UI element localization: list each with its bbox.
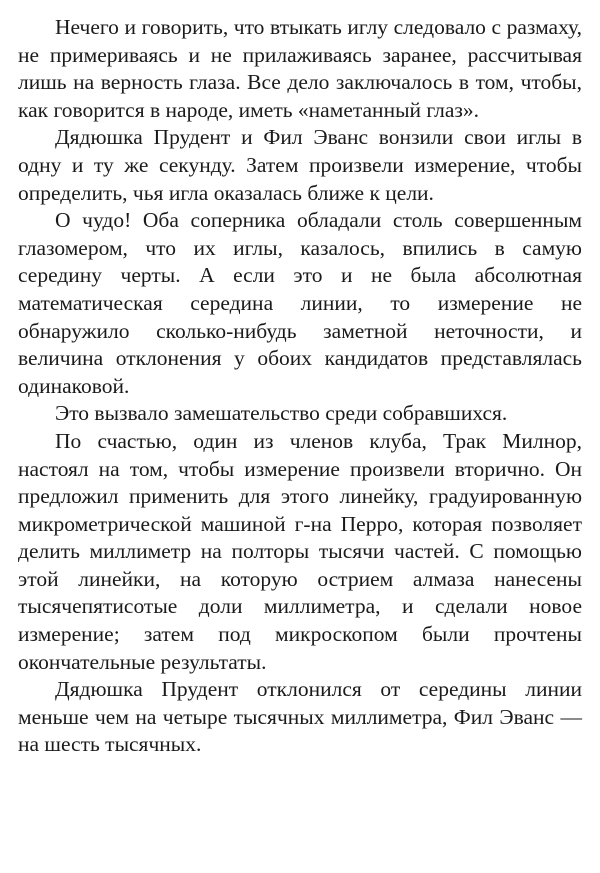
paragraph: Это вызвало замешательство среди собравшихся. [55, 401, 508, 426]
paragraph: Дядюшка Прудент и Фил Эванс вонзили свои иглы в одну и ту же секунду. Затем произвели измерение, чтобы определить, чья игла оказалась ближе к цели. [18, 125, 582, 205]
paragraph: Дядюшка Прудент отклонился от середины линии меньше чем на четыре тысячных миллиметра, Фил Эванс — на шесть тысячных. [18, 677, 582, 757]
paragraph: Нечего и говорить, что втыкать иглу следовало с размаху, не примериваясь и не прилаживаясь заранее, рассчитывая лишь на верность глаза. Все дело заключалось в том, чтобы, как говорится в народе, иметь «наметанный глаз». [18, 15, 582, 122]
paragraph: По счастью, один из членов клуба, Трак Милнор, настоял на том, чтобы измерение произвели вторично. Он предложил применить для этого линейку, градуированную микрометрической машиной г-на Перро, которая позволяет делить миллиметр на полторы тысячи частей. С помощью этой линейки, на которую острием алмаза нанесены тысячепятисотые доли миллиметра, и сделали новое измерение; затем под микроскопом были прочтены окончательные результаты. [18, 428, 582, 674]
paragraph: О чудо! Оба соперника обладали столь совершенным глазомером, что их иглы, казалось, впились в самую середину черты. А если это и не была абсолютная математическая середина линии, то измерение не обнаружило сколько-нибудь заметной неточности, и величина отклонения у обоих кандидатов представлялась одинаковой. [18, 208, 582, 398]
